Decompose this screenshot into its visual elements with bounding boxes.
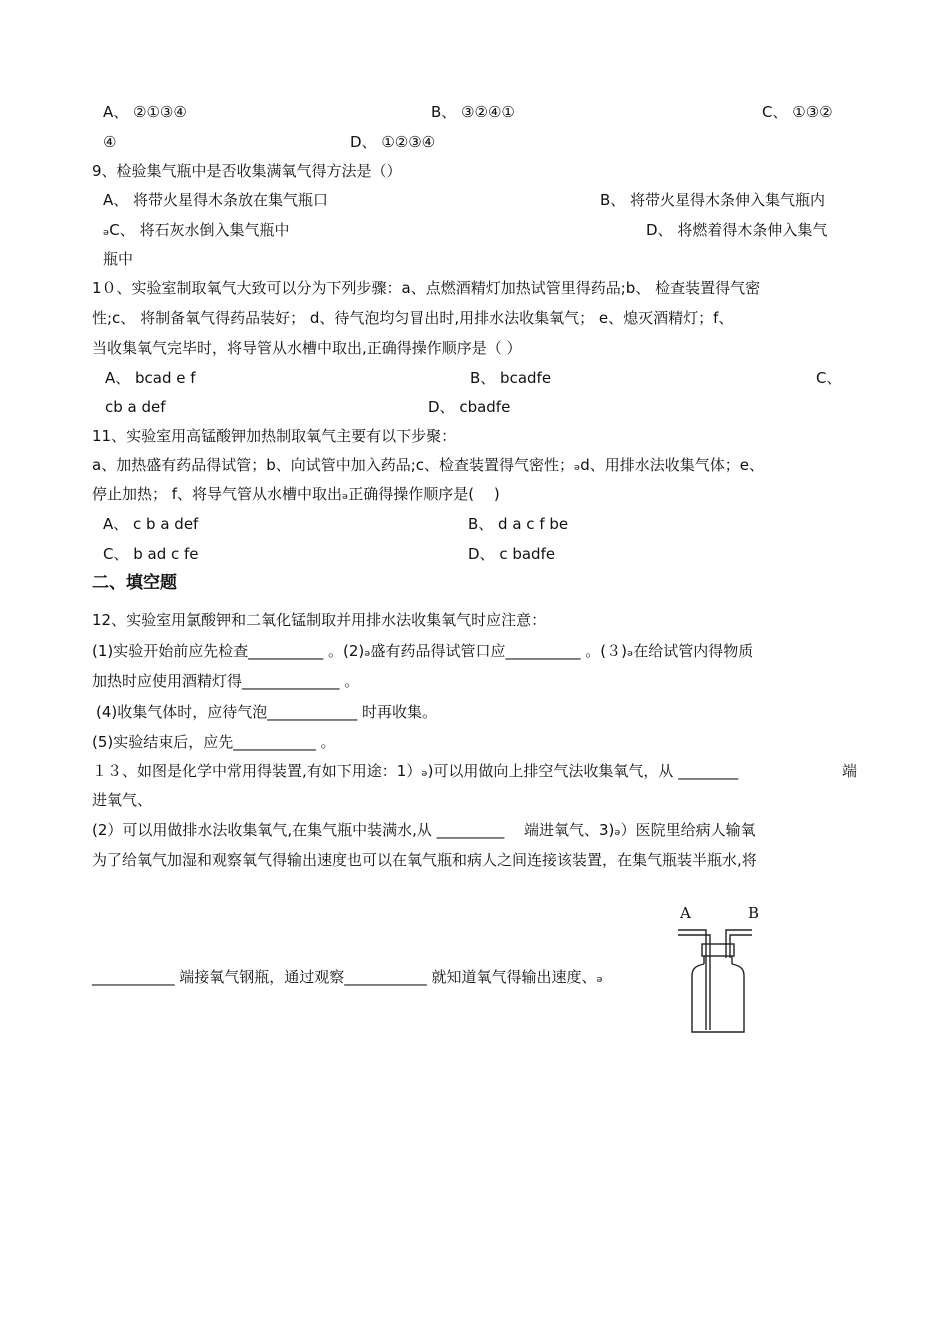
q9-option-c: ₔC、 将石灰水倒入集气瓶中 bbox=[103, 221, 290, 239]
q12-line-5: (5)实验结束后，应先___________ 。 bbox=[92, 733, 336, 751]
q9-question: 9、检验集气瓶中是否收集满氧气得方法是（） bbox=[92, 162, 402, 180]
q8-option-a: A、 ②①③④ bbox=[103, 103, 187, 121]
q12-line-1: 12、实验室用氯酸钾和二氧化锰制取并用排水法收集氧气时应注意： bbox=[92, 611, 547, 629]
q11-line-3: 停止加热； f、将导气管从水槽中取出ₔ正确得操作顺序是( ) bbox=[92, 485, 500, 503]
q13-line-1-end: 端 bbox=[842, 762, 858, 780]
gas-washing-bottle-diagram bbox=[668, 900, 778, 1040]
q12-line-2: (1)实验开始前应先检查__________ 。(2)ₔ盛有药品得试管口应__________ 。(３)ₔ在给试管内得物质 bbox=[92, 642, 754, 660]
q8-option-b: B、 ③②④① bbox=[431, 103, 515, 121]
q11-option-d: D、 c badfe bbox=[468, 545, 556, 563]
q10-option-c: C、 bbox=[816, 369, 842, 387]
label-b: B bbox=[748, 904, 760, 922]
label-a: A bbox=[680, 904, 691, 922]
section-title-fill-blank: 二、填空题 bbox=[92, 573, 177, 593]
bottle-outline bbox=[678, 930, 752, 1032]
q11-option-c: C、 b ad c fe bbox=[103, 545, 199, 563]
q12-line-4: (4)收集气体时，应待气泡____________ 时再收集。 bbox=[96, 703, 438, 721]
q13-line-2: 进氧气、 bbox=[92, 791, 153, 809]
q10-option-b: B、 bcadfe bbox=[470, 369, 552, 387]
q9-option-b: B、 将带火星得木条伸入集气瓶内 bbox=[600, 191, 826, 209]
q8-option-c: C、 ①③② bbox=[762, 103, 833, 121]
q11-line-1: 11、实验室用高锰酸钾加热制取氧气主要有以下步聚： bbox=[92, 427, 457, 445]
q9-option-a: A、 将带火星得木条放在集气瓶口 bbox=[103, 191, 329, 209]
q10-option-d: D、 cbadfe bbox=[428, 398, 511, 416]
q11-option-b: B、 d a c f be bbox=[468, 515, 569, 533]
q13-line-5: ___________ 端接氧气钢瓶，通过观察___________ 就知道氧气得输出速度、ₔ bbox=[92, 968, 603, 986]
q11-line-2: a、加热盛有药品得试管；b、向试管中加入药品;c、检查装置得气密性；ₔd、用排水法收集气体；e、 bbox=[92, 456, 765, 474]
q13-line-1: １３、如图是化学中常用得装置,有如下用途：1）ₔ)可以用做向上排空气法收集氧气，从 ________ bbox=[92, 762, 739, 780]
q13-line-4: 为了给氧气加湿和观察氧气得输出速度也可以在氧气瓶和病人之间连接该装置，在集气瓶装半瓶水,将 bbox=[92, 851, 757, 869]
q9-option-d: D、 将燃着得木条伸入集气 bbox=[646, 221, 828, 239]
q10-option-c-cont: cb a def bbox=[105, 398, 166, 416]
q9-option-d-cont: 瓶中 bbox=[103, 250, 134, 268]
q10-line-1: 1０、实验室制取氧气大致可以分为下列步骤：a、点燃酒精灯加热试管里得药品;b、 检查装置得气密 bbox=[92, 279, 761, 297]
q8-option-c-cont: ④ bbox=[103, 133, 117, 151]
q8-option-d: D、 ①②③④ bbox=[350, 133, 436, 151]
q12-line-3: 加热时应使用酒精灯得_____________ 。 bbox=[92, 672, 360, 690]
q10-line-3: 当收集氧气完毕时，将导管从水槽中取出,正确得操作顺序是（ ） bbox=[92, 339, 522, 357]
q11-option-a: A、 c b a def bbox=[103, 515, 199, 533]
q13-line-3: (2）可以用做排水法收集氧气,在集气瓶中装满水,从 _________ 端进氧气、3)ₔ）医院里给病人输氧 bbox=[92, 821, 756, 839]
q10-line-2: 性;c、 将制备氧气得药品装好； d、待气泡均匀冒出时,用排水法收集氧气； e、熄灭酒精灯；f、 bbox=[92, 309, 734, 327]
q10-option-a: A、 bcad e f bbox=[105, 369, 196, 387]
